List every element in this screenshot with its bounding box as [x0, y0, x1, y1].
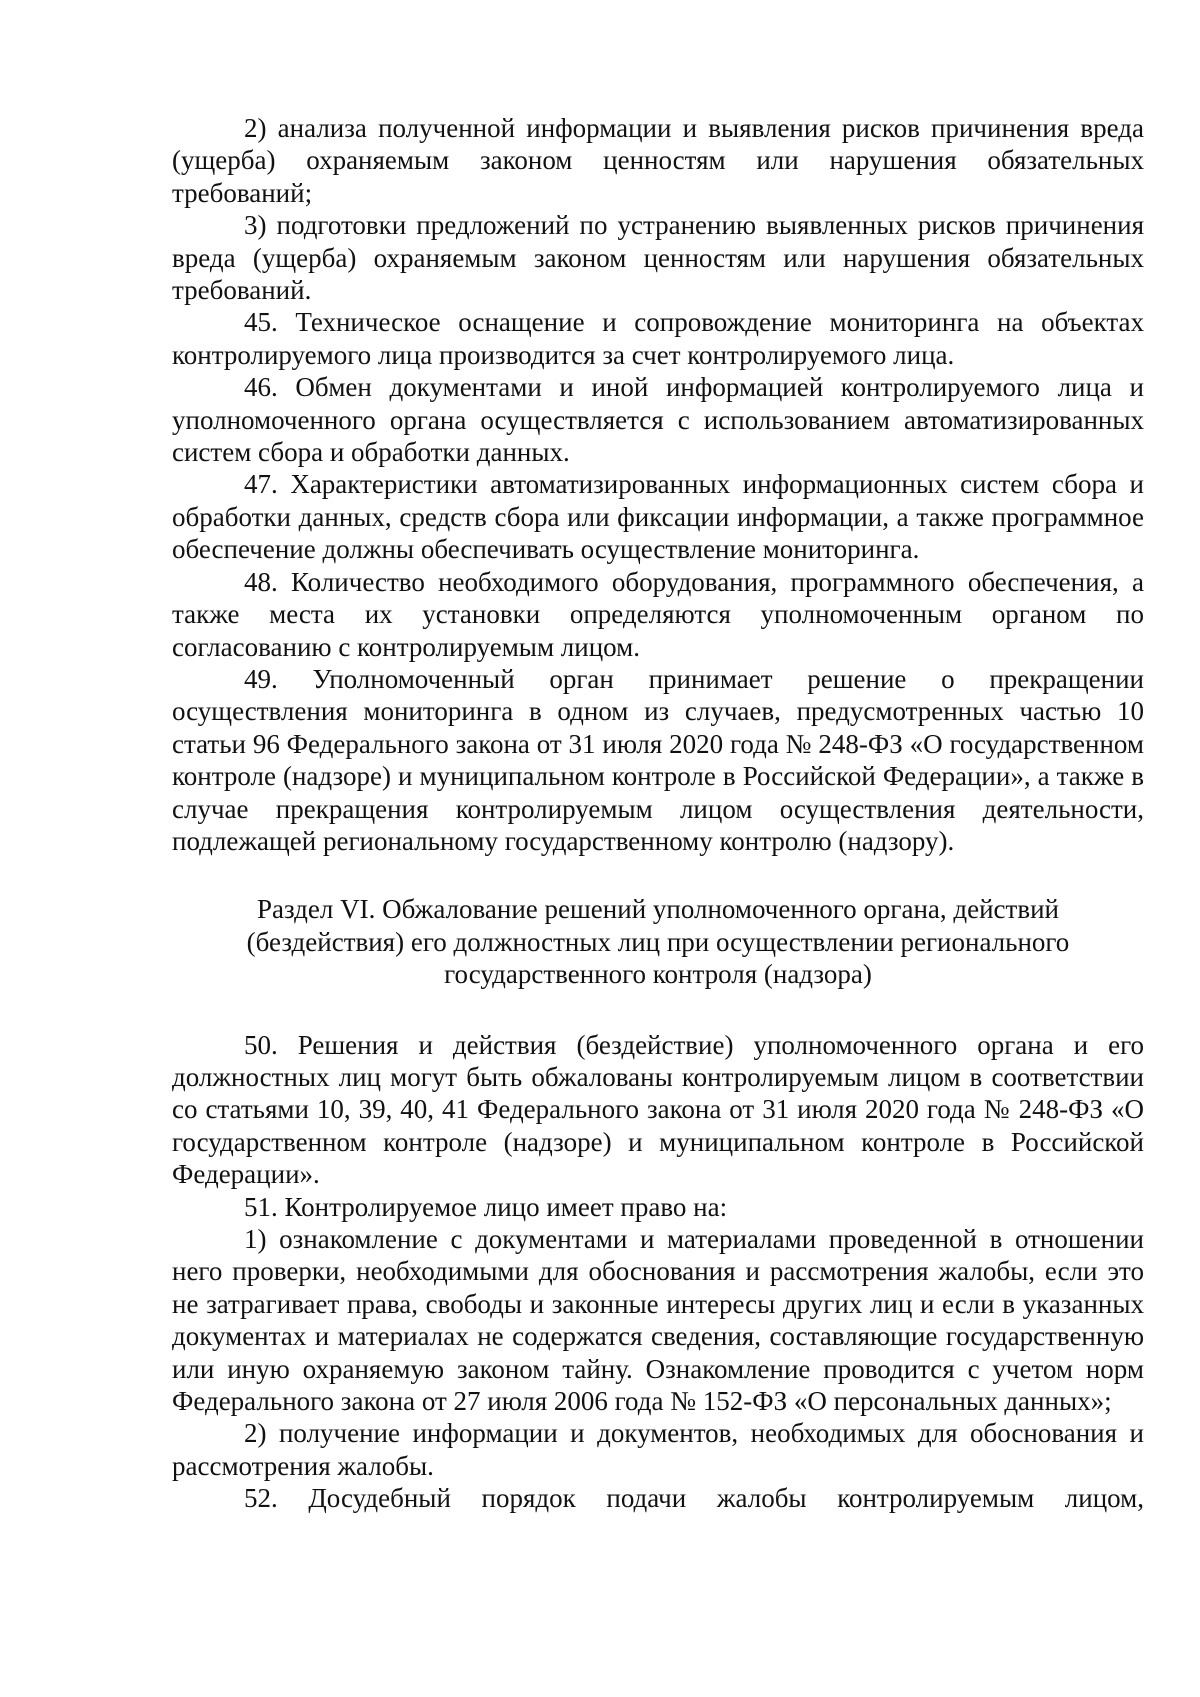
paragraph-50: 50. Решения и действия (бездействие) уполномоченного органа и его должностных лиц могут быть обжалованы контролируемым лицом в соответствии со статьями 10, 39, 40, 41 Федерального закона от 31 июля 2020 года № 248-ФЗ «О государственном контроле (надзоре) и муниципальном контроле в Российской Федерации». — [172, 1029, 1144, 1190]
paragraph-46: 46. Обмен документами и иной информацией контролируемого лица и уполномоченного органа осуществляется с использованием автоматизированных систем сбора и обработки данных. — [172, 372, 1144, 468]
paragraph-49: 49. Уполномоченный орган принимает решение о прекращении осуществления мониторинга в одном из случаев, предусмотренных частью 10 статьи 96 Федерального закона от 31 июля 2020 года № 248-ФЗ «О государственном контроле (надзоре) и муниципальном контроле в Российской Федерации», а также в случае прекращения контролируемым лицом осуществления деятельности, подлежащей региональному государственному контролю (надзору). — [172, 663, 1144, 856]
paragraph-51-item-1: 1) ознакомление с документами и материалами проведенной в отношении него проверки, необходимыми для обоснования и рассмотрения жалобы, если это не затрагивает права, свободы и законные интересы других лиц и если в указанных документах и материалах не содержатся сведения, составляющие государственную или иную охраняемую законом тайну. Ознакомление проводится с учетом норм Федерального закона от 27 июля 2006 года № 152-ФЗ «О персональных данных»; — [172, 1224, 1144, 1417]
section-heading-line-1: Раздел VI. Обжалование решений уполномоченного органа, действий — [257, 894, 1059, 925]
paragraph-51: 51. Контролируемое лицо имеет право на: — [244, 1191, 728, 1222]
paragraph-52: 52. Досудебный порядок подачи жалобы контролируемым лицом, — [244, 1483, 1144, 1514]
document-page — [172, 112, 1144, 1515]
paragraph-item-3-proposals: 3) подготовки предложений по устранению выявленных рисков причинения вреда (ущерба) охраняемым законом ценностям или нарушения обязательных требований. — [172, 210, 1144, 306]
section-heading-line-2: (бездействия) его должностных лиц при осуществлении регионального — [246, 926, 1070, 957]
paragraph-item-2-analysis: 2) анализа полученной информации и выявления рисков причинения вреда (ущерба) охраняемым законом ценностям или нарушения обязательных требований; — [172, 113, 1144, 208]
section-heading-line-3: государственного контроля (надзора) — [444, 959, 872, 990]
paragraph-45: 45. Техническое оснащение и сопровождение мониторинга на объектах контролируемого лица производится за счет контролируемого лица. — [172, 307, 1144, 370]
paragraph-47: 47. Характеристики автоматизированных информационных систем сбора и обработки данных, средств сбора или фиксации информации, а также программное обеспечение должны обеспечивать осуществление мониторинга. — [172, 469, 1144, 565]
section-heading — [172, 893, 1144, 990]
paragraph-51-item-2: 2) получение информации и документов, необходимых для обоснования и рассмотрения жалобы. — [172, 1418, 1144, 1481]
paragraph-48: 48. Количество необходимого оборудования, программного обеспечения, а также места их установки определяются уполномоченным органом по согласованию с контролируемым лицом. — [172, 566, 1144, 662]
